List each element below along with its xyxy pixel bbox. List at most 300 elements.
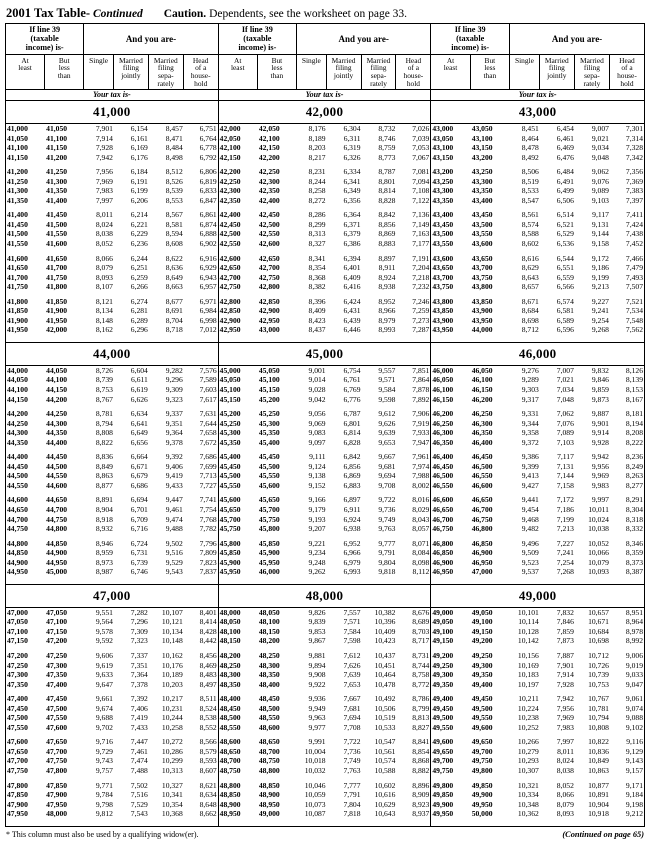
mfs-cell: 9,241 bbox=[591, 306, 609, 316]
but-less-than-cell: 45,100 bbox=[258, 375, 280, 385]
at-least-cell: 43,550 bbox=[432, 238, 454, 248]
at-least-cell: 49,300 bbox=[432, 670, 454, 680]
mfj-cell: 6,966 bbox=[343, 548, 361, 558]
mfj-cell: 7,694 bbox=[343, 713, 361, 723]
at-least-cell: 42,450 bbox=[219, 219, 241, 229]
mfj-cell: 6,574 bbox=[556, 296, 574, 306]
but-less-than-cell: 48,950 bbox=[258, 799, 280, 809]
table-row bbox=[6, 471, 218, 481]
but-less-than-cell: 41,350 bbox=[46, 186, 68, 196]
mfj-cell: 6,686 bbox=[130, 480, 148, 490]
at-least-cell: 46,650 bbox=[432, 505, 454, 514]
mfj-cell: 6,304 bbox=[343, 123, 361, 133]
hoh-cell: 8,373 bbox=[625, 557, 644, 567]
mfs-cell: 9,818 bbox=[378, 567, 396, 577]
single-cell: 9,262 bbox=[308, 567, 326, 577]
hoh-cell: 7,741 bbox=[199, 495, 217, 505]
at-least-cell: 47,250 bbox=[7, 660, 28, 670]
single-cell: 9,427 bbox=[521, 480, 539, 490]
single-cell: 10,224 bbox=[517, 703, 539, 713]
table-row bbox=[431, 539, 644, 549]
but-less-than-cell: 48,700 bbox=[258, 746, 280, 756]
table-row bbox=[431, 548, 644, 558]
at-least-cell: 41,700 bbox=[7, 272, 28, 282]
mfs-cell: 9,639 bbox=[378, 428, 396, 438]
but-less-than-cell: 48,850 bbox=[258, 780, 280, 790]
at-least-cell: 42,100 bbox=[219, 143, 241, 153]
mfs-cell: 9,887 bbox=[591, 409, 609, 419]
table-row bbox=[6, 756, 218, 766]
at-least-cell: 47,350 bbox=[7, 679, 28, 689]
mfs-cell: 9,928 bbox=[591, 437, 609, 447]
mfj-cell: 6,529 bbox=[556, 229, 574, 239]
mfs-cell: 9,117 bbox=[592, 210, 609, 220]
hoh-cell: 8,511 bbox=[199, 694, 217, 704]
mfs-cell: 9,351 bbox=[165, 418, 183, 428]
mfj-cell: 7,186 bbox=[556, 505, 574, 514]
but-less-than-cell: 48,100 bbox=[258, 617, 280, 627]
mfj-cell: 7,351 bbox=[130, 660, 148, 670]
mfj-cell: 6,379 bbox=[343, 229, 361, 239]
hoh-cell: 7,534 bbox=[625, 306, 644, 316]
table-row bbox=[219, 452, 431, 462]
but-less-than-cell: 43,100 bbox=[471, 133, 493, 143]
hoh-cell: 8,414 bbox=[199, 617, 217, 627]
single-cell: 8,739 bbox=[95, 375, 113, 385]
single-cell: 10,101 bbox=[517, 607, 539, 617]
at-least-cell: 49,200 bbox=[432, 651, 454, 661]
but-less-than-cell: 47,800 bbox=[46, 766, 68, 776]
mfs-cell: 9,736 bbox=[378, 505, 396, 514]
but-less-than-cell: 48,650 bbox=[258, 737, 280, 747]
band-rows bbox=[431, 608, 644, 819]
single-cell: 8,506 bbox=[521, 167, 539, 177]
mfj-cell: 6,169 bbox=[130, 143, 148, 153]
but-less-than-cell: 48,550 bbox=[258, 713, 280, 723]
single-cell: 8,478 bbox=[521, 143, 539, 153]
mfs-cell: 9,653 bbox=[378, 437, 396, 447]
single-cell: 9,317 bbox=[521, 394, 539, 404]
table-row bbox=[6, 220, 218, 230]
mfs-cell: 9,131 bbox=[591, 219, 609, 229]
at-least-cell: 49,100 bbox=[432, 626, 454, 636]
at-least-cell: 47,800 bbox=[7, 780, 28, 790]
mfj-cell: 6,761 bbox=[343, 375, 361, 385]
table-row bbox=[219, 395, 431, 405]
hoh-cell: 8,579 bbox=[199, 746, 217, 756]
mfs-cell: 10,121 bbox=[161, 617, 183, 627]
single-cell: 7,928 bbox=[95, 143, 113, 153]
but-less-than-cell: 41,100 bbox=[46, 133, 68, 143]
mfs-cell: 8,814 bbox=[378, 186, 396, 196]
at-least-cell: 47,750 bbox=[7, 766, 28, 776]
mfj-cell: 6,842 bbox=[343, 452, 361, 462]
single-cell: 8,904 bbox=[95, 505, 113, 514]
at-least-cell: 48,200 bbox=[219, 651, 241, 661]
mfj-cell: 7,777 bbox=[343, 780, 361, 790]
mfj-cell: 6,869 bbox=[343, 471, 361, 481]
mfs-cell: 10,299 bbox=[161, 756, 183, 766]
but-less-than-cell: 42,250 bbox=[258, 167, 280, 177]
but-less-than-cell: 44,200 bbox=[46, 394, 68, 404]
mfj-cell: 6,709 bbox=[130, 514, 148, 524]
mfj-cell: 7,722 bbox=[343, 737, 361, 747]
mfs-header-3: Married filing sepa- rately bbox=[575, 55, 610, 89]
mfj-cell: 8,066 bbox=[556, 790, 574, 800]
mfj-cell: 7,227 bbox=[556, 538, 574, 548]
single-cell: 9,606 bbox=[95, 651, 113, 661]
single-cell: 9,551 bbox=[95, 607, 113, 617]
mfs-cell: 9,282 bbox=[165, 365, 183, 375]
mfs-cell: 10,354 bbox=[161, 799, 183, 809]
single-cell: 8,066 bbox=[95, 253, 113, 263]
mfj-cell: 6,679 bbox=[130, 471, 148, 481]
but-less-than-cell: 49,550 bbox=[471, 713, 493, 723]
at-least-cell: 43,900 bbox=[432, 315, 454, 325]
table-row bbox=[6, 273, 218, 283]
table-row bbox=[219, 134, 431, 144]
mfs-cell: 10,726 bbox=[588, 660, 609, 670]
hoh-cell: 8,016 bbox=[412, 495, 430, 505]
at-least-cell: 42,700 bbox=[219, 272, 241, 282]
mfs-cell: 8,498 bbox=[165, 152, 183, 162]
hoh-cell: 6,902 bbox=[199, 238, 217, 248]
hoh-cell: 8,717 bbox=[412, 636, 430, 646]
mfj-cell: 6,787 bbox=[343, 409, 361, 419]
mfj-cell: 7,488 bbox=[130, 766, 148, 776]
table-row bbox=[6, 627, 218, 637]
mfj-cell: 6,828 bbox=[343, 437, 361, 447]
band-heading: 44,000 bbox=[6, 342, 218, 366]
band-rows bbox=[6, 124, 218, 335]
at-least-cell: 41,050 bbox=[7, 133, 28, 143]
but-less-than-cell: 48,300 bbox=[258, 660, 280, 670]
hoh-cell: 7,356 bbox=[625, 167, 644, 177]
hoh-cell: 7,397 bbox=[625, 195, 644, 205]
table-row bbox=[431, 670, 644, 680]
mfj-cell: 6,319 bbox=[343, 143, 361, 153]
table-title: 2001 Tax Table- bbox=[6, 6, 91, 20]
mfs-cell: 9,681 bbox=[378, 461, 396, 471]
single-cell: 9,702 bbox=[95, 722, 113, 732]
single-cell: 9,826 bbox=[308, 607, 326, 617]
at-least-cell: 42,900 bbox=[219, 315, 241, 325]
but-less-than-cell: 43,600 bbox=[471, 238, 493, 248]
but-less-than-cell: 44,000 bbox=[471, 325, 493, 335]
single-cell: 9,289 bbox=[521, 375, 539, 385]
table-row bbox=[431, 375, 644, 385]
but-less-than-cell: 43,500 bbox=[471, 219, 493, 229]
single-cell: 8,162 bbox=[95, 325, 113, 335]
mfj-cell: 6,326 bbox=[343, 152, 361, 162]
single-cell: 8,272 bbox=[308, 195, 326, 205]
but-less-than-cell: 45,950 bbox=[258, 557, 280, 567]
table-row bbox=[6, 766, 218, 776]
but-less-than-cell: 44,800 bbox=[46, 524, 68, 534]
but-less-than-cell: 42,550 bbox=[258, 229, 280, 239]
mfj-cell: 7,969 bbox=[556, 713, 574, 723]
at-least-cell: 43,600 bbox=[432, 253, 454, 263]
but-less-than-cell: 42,600 bbox=[258, 238, 280, 248]
hoh-cell: 8,277 bbox=[625, 480, 644, 490]
single-cell: 8,767 bbox=[95, 394, 113, 404]
but-less-than-cell: 47,750 bbox=[46, 756, 68, 766]
mfj-cell: 6,244 bbox=[130, 253, 148, 263]
but-less-than-cell: 47,350 bbox=[46, 670, 68, 680]
mfs-cell: 9,571 bbox=[378, 375, 396, 385]
table-row bbox=[219, 196, 431, 206]
but-less-than-cell: 45,300 bbox=[258, 418, 280, 428]
hoh-cell: 6,819 bbox=[199, 176, 217, 186]
mfj-cell: 6,814 bbox=[343, 428, 361, 438]
mfj-cell: 7,543 bbox=[130, 809, 148, 819]
mfs-cell: 9,172 bbox=[591, 253, 609, 263]
hoh-cell: 8,648 bbox=[199, 799, 217, 809]
single-cell: 8,038 bbox=[95, 229, 113, 239]
table-row bbox=[6, 505, 218, 515]
mfs-cell: 10,066 bbox=[588, 548, 609, 558]
single-cell: 8,781 bbox=[95, 409, 113, 419]
hoh-cell: 8,236 bbox=[625, 452, 644, 462]
mfs-cell: 10,836 bbox=[588, 746, 609, 756]
table-row bbox=[431, 366, 644, 376]
at-least-cell: 45,800 bbox=[219, 538, 241, 548]
but-less-than-cell: 47,050 bbox=[46, 607, 68, 617]
at-least-cell: 42,500 bbox=[219, 229, 241, 239]
mfj-cell: 6,559 bbox=[556, 272, 574, 282]
mfs-cell: 10,079 bbox=[588, 557, 609, 567]
but-less-than-header-2: But less than bbox=[258, 55, 297, 89]
mfj-cell: 6,739 bbox=[130, 557, 148, 567]
continued-label: Continued bbox=[92, 8, 143, 20]
hoh-cell: 8,703 bbox=[412, 626, 430, 636]
mfj-cell: 6,716 bbox=[130, 524, 148, 534]
at-least-cell: 48,050 bbox=[219, 617, 241, 627]
single-cell: 8,684 bbox=[521, 306, 539, 316]
but-less-than-cell: 41,750 bbox=[46, 272, 68, 282]
table-row bbox=[6, 134, 218, 144]
table-row bbox=[431, 229, 644, 239]
but-less-than-cell: 49,450 bbox=[471, 694, 493, 704]
table-row bbox=[6, 409, 218, 419]
but-less-than-cell: 49,650 bbox=[471, 737, 493, 747]
at-least-cell: 48,000 bbox=[219, 607, 241, 617]
table-row bbox=[219, 186, 431, 196]
hoh-cell: 7,782 bbox=[199, 524, 217, 534]
mfj-cell: 7,296 bbox=[130, 617, 148, 627]
mfj-cell: 6,938 bbox=[343, 524, 361, 534]
but-less-than-cell: 44,350 bbox=[46, 428, 68, 438]
table-row bbox=[6, 229, 218, 239]
mfs-cell: 9,007 bbox=[591, 123, 609, 133]
mfs-cell: 8,704 bbox=[165, 315, 183, 325]
but-less-than-cell: 42,650 bbox=[258, 253, 280, 263]
at-least-header-2: At least bbox=[219, 55, 258, 89]
at-least-cell: 45,600 bbox=[219, 495, 241, 505]
mfs-cell: 8,663 bbox=[165, 282, 183, 292]
hoh-cell: 7,727 bbox=[199, 480, 217, 490]
single-cell: 8,671 bbox=[521, 296, 539, 306]
single-cell: 9,014 bbox=[308, 375, 326, 385]
at-least-cell: 42,950 bbox=[219, 325, 241, 335]
at-least-cell: 41,750 bbox=[7, 282, 28, 292]
page-header bbox=[0, 0, 650, 23]
at-least-cell: 45,350 bbox=[219, 437, 241, 447]
single-cell: 9,509 bbox=[521, 548, 539, 558]
but-less-than-cell: 48,200 bbox=[258, 636, 280, 646]
hoh-cell: 8,456 bbox=[199, 651, 217, 661]
table-row bbox=[431, 196, 644, 206]
but-less-than-cell: 43,150 bbox=[471, 143, 493, 153]
mfs-cell: 9,983 bbox=[591, 480, 609, 490]
hoh-cell: 8,112 bbox=[412, 567, 430, 577]
at-least-cell: 43,450 bbox=[432, 219, 454, 229]
hoh-cell: 7,961 bbox=[412, 452, 430, 462]
band-spacer bbox=[6, 819, 218, 826]
hoh-cell: 8,799 bbox=[412, 703, 430, 713]
at-least-cell: 45,500 bbox=[219, 471, 241, 481]
mfs-cell: 10,671 bbox=[588, 617, 609, 627]
mfj-cell: 6,446 bbox=[343, 325, 361, 335]
hoh-cell: 8,538 bbox=[199, 713, 217, 723]
single-cell: 8,533 bbox=[521, 186, 539, 196]
single-cell: 8,189 bbox=[308, 133, 326, 143]
single-cell: 9,069 bbox=[308, 418, 326, 428]
mfs-cell: 8,993 bbox=[378, 325, 396, 335]
column-subheader-2 bbox=[219, 55, 431, 90]
mfj-cell: 6,521 bbox=[556, 219, 574, 229]
mfs-cell: 10,327 bbox=[161, 780, 183, 790]
but-less-than-cell: 41,950 bbox=[46, 315, 68, 325]
table-row bbox=[219, 282, 431, 292]
mfj-cell: 8,038 bbox=[556, 766, 574, 776]
but-less-than-cell: 42,750 bbox=[258, 272, 280, 282]
hoh-cell: 8,139 bbox=[625, 375, 644, 385]
single-cell: 8,093 bbox=[95, 272, 113, 282]
at-least-cell: 41,300 bbox=[7, 186, 28, 196]
single-cell: 9,894 bbox=[308, 660, 326, 670]
at-least-cell: 44,950 bbox=[7, 567, 28, 577]
hoh-cell: 7,713 bbox=[199, 471, 217, 481]
mfj-cell: 6,296 bbox=[130, 325, 148, 335]
single-cell: 9,083 bbox=[308, 428, 326, 438]
mfj-cell: 6,514 bbox=[556, 210, 574, 220]
but-less-than-cell: 42,000 bbox=[46, 325, 68, 335]
but-less-than-cell: 41,150 bbox=[46, 143, 68, 153]
mfj-cell: 7,158 bbox=[556, 480, 574, 490]
at-least-cell: 42,800 bbox=[219, 296, 241, 306]
hoh-cell: 8,896 bbox=[412, 780, 430, 790]
at-least-cell: 48,400 bbox=[219, 694, 241, 704]
single-cell: 9,908 bbox=[308, 670, 326, 680]
but-less-than-cell: 41,600 bbox=[46, 238, 68, 248]
hoh-cell: 7,672 bbox=[199, 437, 217, 447]
single-cell: 9,716 bbox=[95, 737, 113, 747]
mfs-cell: 8,484 bbox=[165, 143, 183, 153]
mfs-cell: 9,777 bbox=[378, 538, 396, 548]
table-row bbox=[6, 481, 218, 491]
table-row bbox=[431, 177, 644, 187]
mfj-cell: 6,161 bbox=[130, 133, 148, 143]
but-less-than-cell: 44,900 bbox=[46, 548, 68, 558]
table-row bbox=[431, 409, 644, 419]
at-least-cell: 49,050 bbox=[432, 617, 454, 627]
at-least-cell: 41,900 bbox=[7, 315, 28, 325]
hoh-cell: 7,589 bbox=[199, 375, 217, 385]
hoh-cell: 6,998 bbox=[199, 315, 217, 325]
table-row bbox=[219, 617, 431, 627]
mfs-cell: 9,543 bbox=[165, 567, 183, 577]
at-least-cell: 49,000 bbox=[432, 607, 454, 617]
hoh-cell: 8,854 bbox=[412, 746, 430, 756]
hoh-cell: 9,143 bbox=[625, 756, 644, 766]
mfj-cell: 7,447 bbox=[130, 737, 148, 747]
but-less-than-cell: 49,700 bbox=[471, 746, 493, 756]
mfs-cell: 9,997 bbox=[591, 495, 609, 505]
mfs-cell: 10,011 bbox=[588, 505, 609, 514]
at-least-cell: 47,050 bbox=[7, 617, 28, 627]
mfj-cell: 7,406 bbox=[130, 703, 148, 713]
mfj-cell: 6,626 bbox=[130, 394, 148, 404]
at-least-cell: 46,900 bbox=[432, 557, 454, 567]
table-row bbox=[6, 524, 218, 534]
at-least-cell: 49,650 bbox=[432, 746, 454, 756]
mfs-cell: 10,423 bbox=[374, 636, 396, 646]
but-less-than-cell: 45,850 bbox=[258, 538, 280, 548]
at-least-cell: 48,150 bbox=[219, 636, 241, 646]
hoh-cell: 7,342 bbox=[625, 152, 644, 162]
hoh-cell: 6,916 bbox=[199, 253, 217, 263]
but-less-than-cell: 42,150 bbox=[258, 143, 280, 153]
single-cell: 8,973 bbox=[95, 557, 113, 567]
single-cell: 8,258 bbox=[308, 186, 326, 196]
table-row bbox=[431, 452, 644, 462]
but-less-than-cell: 47,400 bbox=[46, 679, 68, 689]
mfj-cell: 6,801 bbox=[343, 418, 361, 428]
but-less-than-cell: 48,800 bbox=[258, 766, 280, 776]
table-row bbox=[219, 239, 431, 249]
at-least-cell: 42,600 bbox=[219, 253, 241, 263]
at-least-cell: 45,150 bbox=[219, 394, 241, 404]
mfj-cell: 6,154 bbox=[130, 123, 148, 133]
hoh-header-2: Head of a house- hold bbox=[403, 55, 424, 89]
single-cell: 9,812 bbox=[95, 809, 113, 819]
table-row bbox=[219, 766, 431, 776]
mfs-cell: 8,608 bbox=[165, 238, 183, 248]
mfj-cell: 6,274 bbox=[130, 296, 148, 306]
mfj-cell: 7,103 bbox=[556, 437, 574, 447]
hoh-cell: 7,026 bbox=[412, 123, 430, 133]
table-row bbox=[6, 452, 218, 462]
mfj-cell: 7,997 bbox=[556, 737, 574, 747]
at-least-cell: 41,950 bbox=[7, 325, 28, 335]
single-cell: 9,881 bbox=[308, 651, 326, 661]
table-row bbox=[219, 800, 431, 810]
single-cell: 9,386 bbox=[521, 452, 539, 462]
mfj-cell: 7,323 bbox=[130, 636, 148, 646]
at-least-cell: 49,450 bbox=[432, 703, 454, 713]
at-least-cell: 41,600 bbox=[7, 253, 28, 263]
but-less-than-cell: 49,950 bbox=[471, 799, 493, 809]
mfj-cell: 7,131 bbox=[556, 461, 574, 471]
but-less-than-cell: 43,050 bbox=[471, 123, 493, 133]
band-heading: 43,000 bbox=[431, 101, 644, 124]
at-least-cell: 41,250 bbox=[7, 176, 28, 186]
table-row bbox=[6, 316, 218, 326]
single-cell: 10,142 bbox=[517, 636, 539, 646]
mfs-cell: 8,526 bbox=[165, 176, 183, 186]
at-least-cell: 42,850 bbox=[219, 306, 241, 316]
